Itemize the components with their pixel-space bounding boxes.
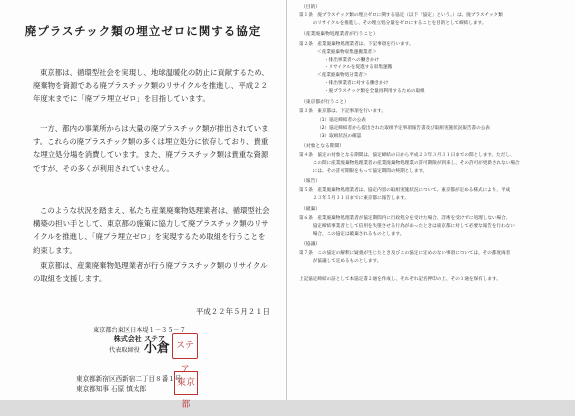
clause-line: には、その許可期限をもって協定期間の終期とします。 <box>299 169 428 174</box>
governor-title: 東京都知事 <box>76 385 109 393</box>
clause-line: （報告） <box>301 179 321 184</box>
paragraph-1: 東京都は、循環型社会を実現し、地球温暖化の防止に貢献するため、廃棄物を資源である廃プラスチック類のリサイクルを推進し、平成２２年度末までに「廃プラ埋立ゼロ」を目指しています。 <box>33 68 269 104</box>
clause-line: 第４条 協定の対象となる期間は、協定締結の日から平成２３年３月３１日までの間とします。ただし、 <box>299 153 515 158</box>
government-address: 東京都新宿区西新宿二丁目８番１号 <box>76 375 182 383</box>
clause-line: 第２条 産業廃棄物処理業者は、下記事項を行います。 <box>299 42 414 47</box>
paragraph-2: 一方、都内の事業所からは大量の廃プラスチック類が排出されています。これらの廃プラスチック類の多くは埋立処分に依存しており、貴重な埋立処分場を消費しています。また、廃プラスチック類は貴重な資源ですが、その多くが利用されていません。 <box>33 124 269 173</box>
right-page <box>286 0 575 400</box>
government-block <box>76 374 182 394</box>
company-address: 東京都台東区日本堤１－３５－７ <box>93 327 186 334</box>
clause-line: 上記協定締結の証として本協定書２通を作成し、それぞれ記名押印の上、その１通を保有します。 <box>299 277 501 282</box>
paragraph-4: 東京都は、産業廃棄物処理業者が行う廃プラスチック類のリサイクルの取組を支援します。 <box>33 261 268 284</box>
clause-line: （東京都が行うこと） <box>301 100 349 105</box>
clause-line: ・廃プラスチック類を全量再利用するための取組 <box>324 89 425 94</box>
clause-line: 協定締結事業者として信用を失墜させる行為があったときは東京都に対して必要な報告を行わない <box>299 224 515 229</box>
left-page <box>0 0 286 410</box>
clause-line: （1）協定締結者の公表 <box>317 118 366 123</box>
representative-title: 代表取締役 <box>108 347 140 354</box>
representative-signature: 小倉 <box>143 341 170 356</box>
clause-line: ・排出事業者に対する働きかけ <box>324 81 389 86</box>
clause-line: 第１条 廃プラスチック類の埋立ゼロに関する協定（以下「協定」という。）は、廃プラスチック類 <box>299 13 503 18</box>
clause-line: 第３条 東京都は、下記事項を行います。 <box>299 109 386 114</box>
agreement-date: 平成２２年５月２１日 <box>196 307 270 316</box>
clause-line: （破棄） <box>301 207 321 212</box>
company-name: 株式会社 ステア <box>113 335 166 343</box>
clause-line: ・リサイクルを促進する収集運搬 <box>324 65 393 70</box>
clause-line: （産業廃棄物処理業者が行うこと） <box>301 32 378 37</box>
clause-line: 第５条 産業廃棄物処理業者は、協定内容の取組実施状況について、東京都が定める様式により、平成 <box>299 188 511 193</box>
clause-line: 第６条 産業廃棄物処理業者が協定期間内に行政処分を受けた場合、詐術を受けずに処理しない場合、 <box>299 216 511 221</box>
company-seal-icon: ステア <box>172 333 198 359</box>
clause-line: ・排出事業者への働きかけ <box>324 58 380 63</box>
government-seal-icon: 東京都 <box>174 371 198 395</box>
clause-line: （3）取組状況の確認 <box>317 134 362 139</box>
clause-line: この間に産業廃棄物処理業者の産業廃棄物処理業の許可期限が到来し、その許可が更新されない場合 <box>299 161 520 166</box>
document-title: 廃プラスチック類の埋立ゼロに関する協定 <box>24 24 262 38</box>
paragraph-3: このような状況を踏まえ、私たち産業廃棄物処理業者は、循環型社会構築の担い手として、東京都の施策に協力して廃プラスチック類のリサイクルを推進し、「廃プラ埋立ゼロ」を実現するため取組を行うことを約束します。 <box>33 206 270 255</box>
clause-line: 場合、この協定は破棄されるものとします。 <box>299 232 405 237</box>
clause-line: （協議） <box>301 242 321 247</box>
clause-line: （対象となる期間） <box>301 144 345 149</box>
clause-line: ２３年５月３１日までに東京都に報告します。 <box>299 196 409 201</box>
governor-name: 石原 慎太郎 <box>111 385 147 393</box>
clause-line: （2）協定締結者から提出された取組予定事項報告書及び取組実施状況報告書の公表 <box>317 126 490 131</box>
clause-line: ＜産業廃棄物処分業者＞ <box>317 73 368 78</box>
clause-line: が協議して定めるものとします。 <box>299 259 382 264</box>
clause-line: 第７条 この協定の解釈に疑義が生じたとき及びこの協定に定めのない事項については、その都度両者 <box>299 251 511 256</box>
clause-line: （目的） <box>301 5 321 10</box>
governor-line <box>76 384 182 394</box>
clause-line: ＜産業廃棄物収集運搬業者＞ <box>317 50 377 55</box>
clause-line: のリサイクルを推進し、その埋立処分量をゼロにすることを目的として締結します。 <box>299 21 487 26</box>
